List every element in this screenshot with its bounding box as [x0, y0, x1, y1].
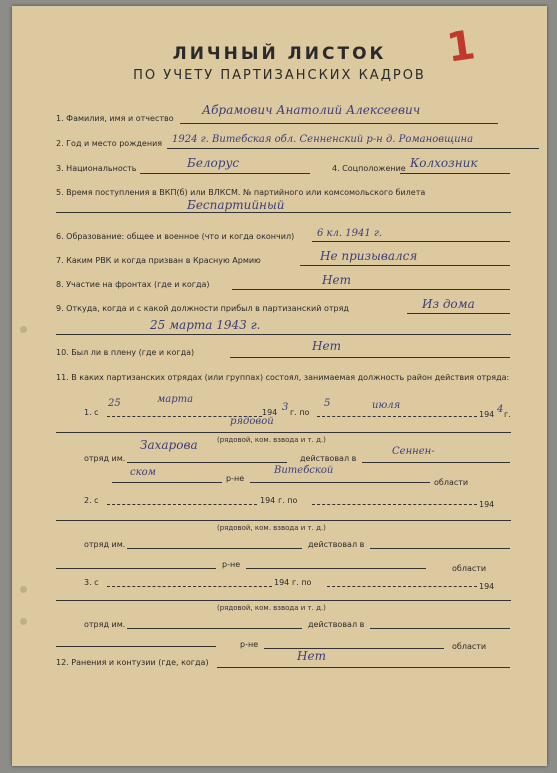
label-fronts: 8. Участие на фронтах (где и когда) — [56, 280, 210, 289]
line — [370, 548, 510, 549]
label-s1-from: 1. с — [84, 408, 99, 417]
value-name: Абрамович Анатолий Алексеевич — [202, 103, 421, 117]
line — [127, 462, 287, 463]
label-g: г. — [504, 410, 511, 419]
punch-hole — [20, 618, 27, 625]
label-s2-po: г. по — [278, 496, 298, 505]
line — [127, 628, 302, 629]
value-s1-day-to: 5 — [324, 398, 331, 409]
label-otryad: отряд им. — [84, 454, 126, 463]
line — [312, 241, 510, 242]
line — [107, 586, 272, 587]
label-party: 5. Время поступления в ВКП(б) или ВЛКСМ. № партийного или комсомольского билета — [56, 188, 426, 197]
line — [232, 289, 510, 290]
label-name: 1. Фамилия, имя и отчество — [56, 114, 174, 123]
line — [246, 568, 426, 569]
punch-hole — [20, 586, 27, 593]
value-s1-year-to: 4 — [497, 404, 504, 415]
label-oblasti: области — [434, 478, 469, 487]
label-s3-year-end: 194 — [479, 582, 495, 591]
form-title: ЛИЧНЫЙ ЛИСТОК — [172, 44, 387, 64]
line — [217, 667, 510, 668]
value-party: Беспартийный — [187, 198, 285, 212]
label-birth: 2. Год и место рождения — [56, 139, 163, 148]
line — [167, 148, 539, 149]
value-fronts: Нет — [322, 273, 351, 287]
label-rne: р-не — [226, 474, 245, 483]
label-otryad: отряд им. — [84, 540, 126, 549]
line — [56, 600, 511, 601]
value-captivity: Нет — [312, 339, 341, 353]
value-social: Колхозник — [410, 156, 478, 170]
label-nationality: 3. Национальность — [56, 164, 137, 173]
line — [56, 334, 511, 335]
value-s1-district-b: ском — [130, 467, 156, 478]
label-from: 9. Откуда, когда и с какой должности прибыл в партизанский отряд — [56, 304, 349, 313]
value-from-when: 25 марта 1943 г. — [150, 318, 261, 332]
punch-hole — [20, 326, 27, 333]
value-s1-region: Витебской — [274, 465, 334, 476]
line — [107, 504, 257, 505]
line — [400, 173, 510, 174]
line — [300, 265, 510, 266]
line — [112, 482, 222, 483]
label-s1-po: г. по — [290, 408, 310, 417]
label-deistvoval: действовал в — [308, 540, 365, 549]
line — [56, 646, 216, 647]
document-sheet — [12, 6, 547, 766]
sheet-number-mark: 1 — [443, 22, 478, 72]
label-s2-from: 2. с — [84, 496, 99, 505]
value-s1-district-a: Сеннен- — [392, 446, 435, 457]
line — [56, 520, 511, 521]
label-s3-year: 194 — [274, 578, 290, 587]
value-education: 6 кл. 1941 г. — [317, 228, 383, 239]
label-s2-year-end: 194 — [479, 500, 495, 509]
value-s1-day-from: 25 — [108, 398, 121, 409]
label-units: 11. В каких партизанских отрядах (или группах) состоял, занимаемая должность район действия отряда: — [56, 373, 510, 382]
value-s1-month-to: июля — [372, 400, 401, 411]
label-education: 6. Образование: общее и военное (что и когда окончил) — [56, 232, 295, 241]
line — [230, 357, 510, 358]
label-captivity: 10. Был ли в плену (где и когда) — [56, 348, 195, 357]
value-wounds: Нет — [297, 649, 326, 663]
value-rvk: Не призывался — [320, 249, 418, 263]
line — [56, 212, 511, 213]
line — [250, 482, 430, 483]
label-s3-from: 3. с — [84, 578, 99, 587]
line — [362, 462, 510, 463]
label-s2-year: 194 — [260, 496, 276, 505]
rank-note: (рядовой, ком. взвода и т. д.) — [217, 436, 326, 444]
line — [56, 568, 216, 569]
label-oblasti: области — [452, 564, 487, 573]
line — [56, 432, 511, 433]
line — [317, 416, 477, 417]
label-rne: р-не — [240, 640, 259, 649]
line — [264, 648, 444, 649]
value-from-where: Из дома — [422, 297, 475, 311]
label-s3-po: г. по — [292, 578, 312, 587]
value-s1-month-from: марта — [157, 394, 194, 405]
line — [127, 548, 302, 549]
label-deistvoval: действовал в — [308, 620, 365, 629]
label-rvk: 7. Каким РВК и когда призван в Красную Армию — [56, 256, 261, 265]
line — [327, 586, 477, 587]
line — [407, 313, 510, 314]
line — [180, 123, 498, 124]
label-oblasti: области — [452, 642, 487, 651]
value-s1-year-from: 3 — [282, 402, 289, 413]
label-wounds: 12. Ранения и контузии (где, когда) — [56, 658, 209, 667]
form-subtitle: ПО УЧЕТУ ПАРТИЗАНСКИХ КАДРОВ — [133, 68, 426, 83]
line — [312, 504, 477, 505]
rank-note: (рядовой, ком. взвода и т. д.) — [217, 604, 326, 612]
value-s1-rank: рядовой — [230, 416, 274, 427]
value-s1-otryad: Захарова — [140, 438, 198, 452]
label-s1-year: 194 — [262, 408, 278, 417]
line — [370, 628, 510, 629]
value-birth: 1924 г. Витебская обл. Сенненский р-н д. Романовщина — [172, 134, 474, 145]
value-nationality: Белорус — [187, 156, 240, 170]
label-rne: р-не — [222, 560, 241, 569]
label-social: 4. Соцположение — [332, 164, 406, 173]
label-s1-year-end: 194 — [479, 410, 495, 419]
label-otryad: отряд им. — [84, 620, 126, 629]
line — [140, 173, 310, 174]
rank-note: (рядовой, ком. взвода и т. д.) — [217, 524, 326, 532]
label-deistvoval: действовал в — [300, 454, 357, 463]
